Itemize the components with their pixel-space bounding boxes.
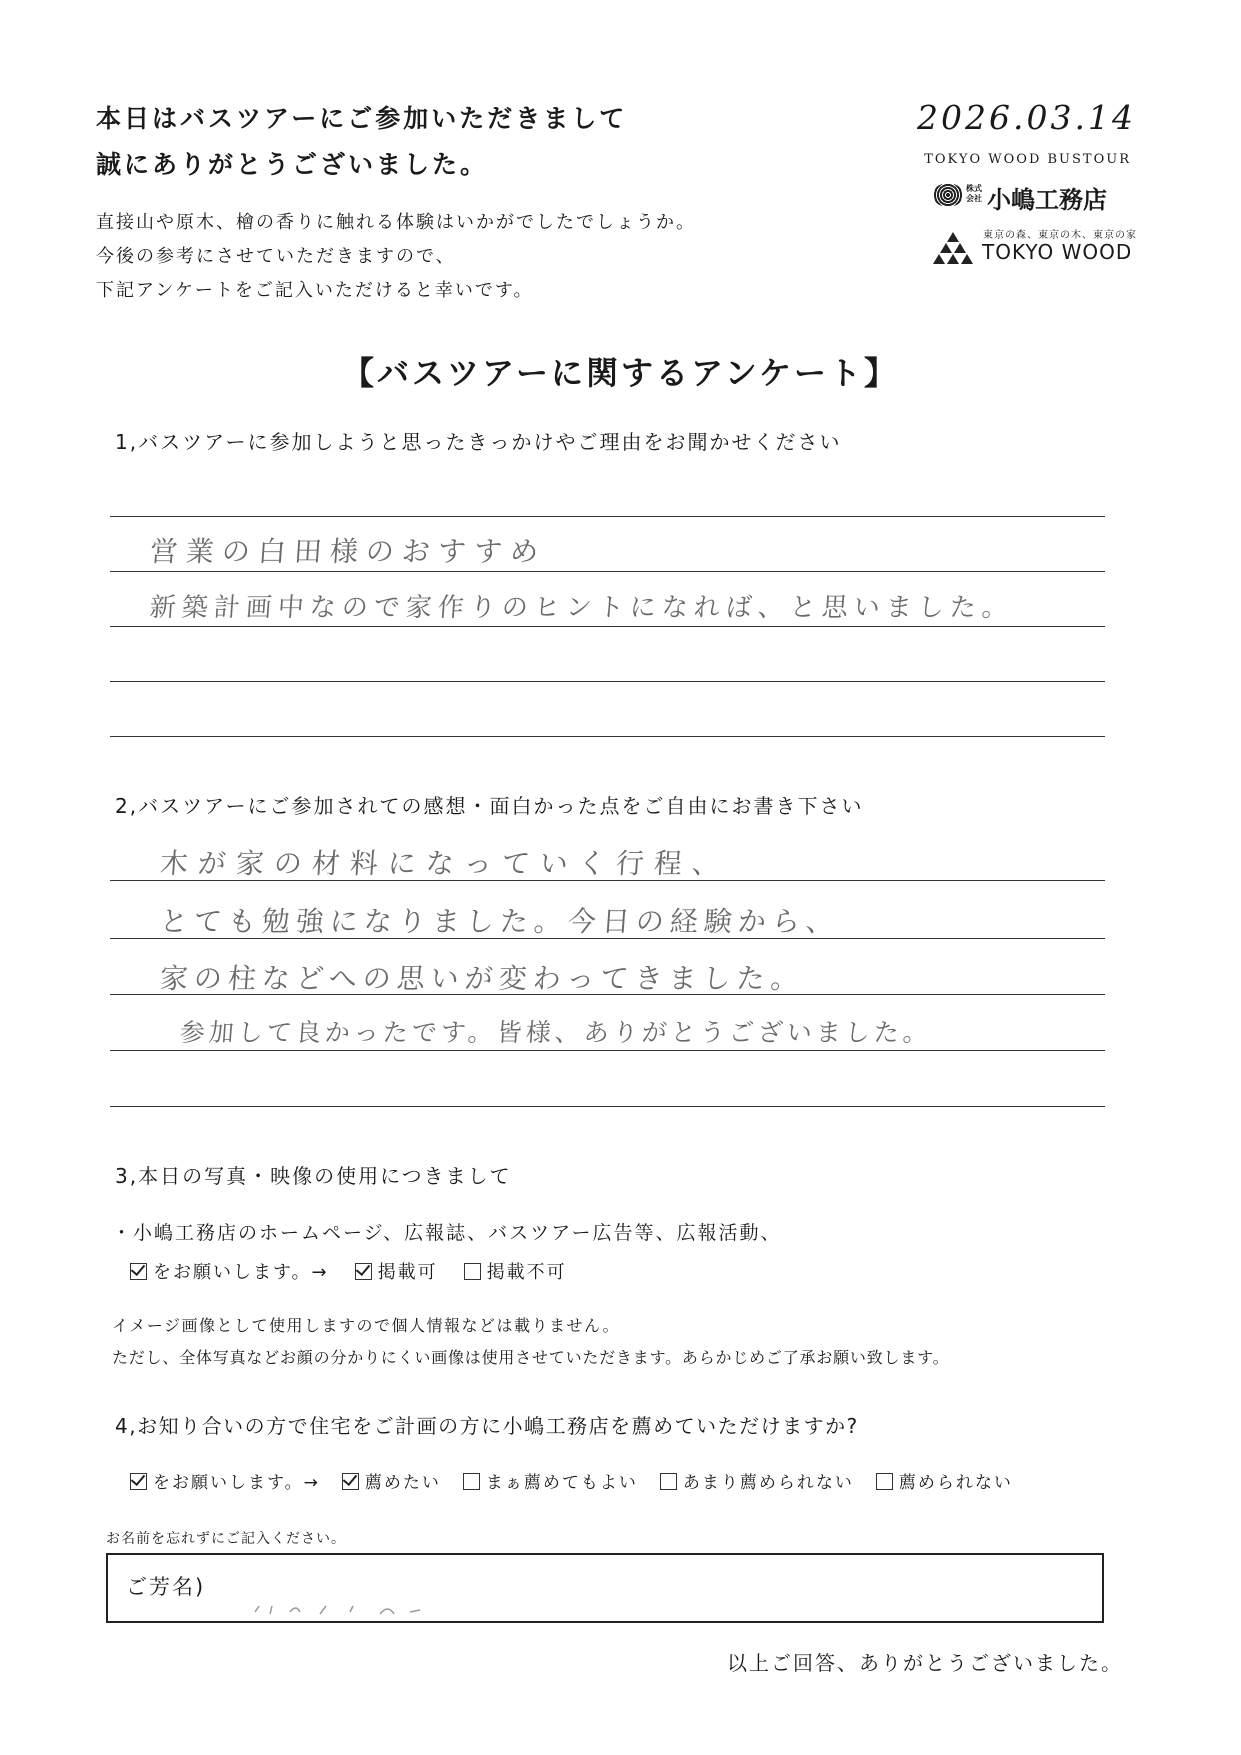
q1-answer-line-1: 営業の白田様のおすすめ [148, 535, 548, 568]
question-2: 2,バスツアーにご参加されての感想・面白かった点をご自由にお書き下さい [115, 794, 864, 818]
intro-line-1: 直接山や原木、檜の香りに触れる体験はいかがでしたでしょうか。 [96, 212, 696, 233]
intro-line-2: 今後の参考にさせていただきますので、 [96, 246, 456, 267]
survey-title: 【バスツアーに関するアンケート】 [341, 354, 900, 392]
request-label: をお願いします。→ [153, 1262, 329, 1283]
intro-paragraph [96, 206, 696, 308]
photo-note-line-2: ただし、全体写真などお顔の分かりにくい画像は使用させていただきます。あらかじめご了承お願い致します。 [112, 1348, 950, 1367]
recommend-yes-label: 薦めたい [364, 1473, 441, 1493]
name-note: お名前を忘れずにご記入ください。 [106, 1531, 346, 1547]
intro-line-3: 下記アンケートをご記入いただけると幸いです。 [96, 280, 534, 301]
ring-logo-icon [933, 184, 963, 206]
greeting-heading [96, 96, 627, 188]
answer-line [110, 516, 1105, 517]
request-label: をお願いします。→ [153, 1473, 320, 1493]
q2-answer-line-3: 家の柱などへの思いが変わってきました。 [158, 962, 806, 995]
brand-tagline: 東京の森、東京の木、東京の家 [983, 230, 1137, 241]
request-checkbox[interactable] [130, 1473, 147, 1490]
greeting-line-2: 誠にありがとうございました。 [96, 150, 489, 179]
redacted-signature [250, 1600, 440, 1620]
greeting-line-1: 本日はバスツアーにご参加いただきまして [96, 104, 628, 133]
question-3: 3,本日の写真・映像の使用につきまして [115, 1164, 512, 1188]
answer-line [110, 626, 1105, 627]
company-kaisha: 株式会社 [966, 184, 982, 203]
q2-answer-line-1: 木が家の材料になっていく行程、 [158, 847, 732, 880]
q2-answer-line-2: とても勉強になりました。今日の経験から、 [158, 905, 842, 938]
usage-description: ・小嶋工務店のホームページ、広報誌、バスツアー広告等、広報活動、 [112, 1222, 782, 1244]
triangles-logo-icon [933, 230, 973, 264]
answer-line [110, 1050, 1105, 1051]
consent-deny-label: 掲載不可 [486, 1262, 567, 1283]
photo-note-line-1: イメージ画像として使用しますので個人情報などは載りません。 [112, 1316, 620, 1335]
question-1: 1,バスツアーに参加しようと思ったきっかけやご理由をお聞かせください [115, 430, 842, 454]
name-label: ご芳名) [126, 1575, 206, 1599]
recommend-maybe-label: まぁ薦めてもよい [485, 1473, 638, 1493]
consent-allow-checkbox[interactable] [355, 1263, 372, 1280]
q2-answer-line-4: 参加して良かったです。皆様、ありがとうございました。 [178, 1018, 933, 1047]
answer-line [110, 681, 1105, 682]
tour-name: TOKYO WOOD BUSTOUR [924, 152, 1131, 167]
question-4: 4,お知り合いの方で住宅をご計画の方に小嶋工務店を薦めていただけますか? [115, 1414, 859, 1438]
answer-line [110, 571, 1105, 572]
recommend-unlikely-label: あまり薦められない [682, 1473, 854, 1493]
q1-answer-line-2: 新築計画中なので家作りのヒントになれば、と思いました。 [148, 593, 1015, 623]
consent-deny-checkbox[interactable] [464, 1263, 481, 1280]
tour-date: 2026.03.14 [917, 98, 1136, 137]
answer-line [110, 1106, 1105, 1107]
answer-line [110, 736, 1105, 737]
photo-consent-row [130, 1258, 567, 1284]
consent-allow-label: 掲載可 [377, 1262, 438, 1283]
company-name: 小嶋工務店 [987, 186, 1107, 214]
recommend-row [130, 1468, 1013, 1493]
recommend-no-label: 薦められない [898, 1473, 1013, 1493]
request-checkbox[interactable] [130, 1263, 147, 1280]
recommend-maybe-checkbox[interactable] [463, 1473, 480, 1490]
recommend-no-checkbox[interactable] [876, 1473, 893, 1490]
closing-message: 以上ご回答、ありがとうございました。 [727, 1651, 1123, 1675]
brand-name: TOKYO WOOD [982, 240, 1133, 264]
recommend-yes-checkbox[interactable] [342, 1473, 359, 1490]
recommend-unlikely-checkbox[interactable] [660, 1473, 677, 1490]
